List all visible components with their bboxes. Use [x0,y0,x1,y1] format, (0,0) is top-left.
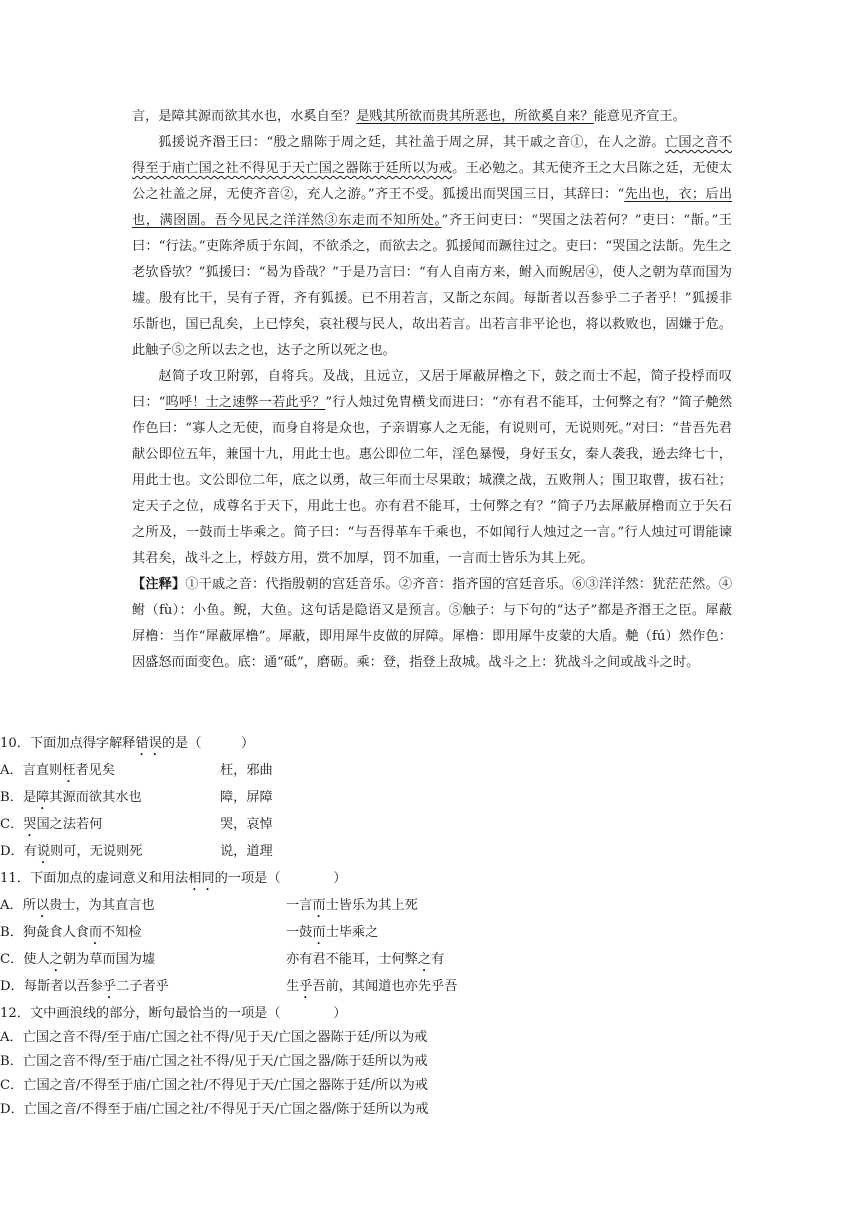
option-text: B．是 [0,790,37,805]
option-text: 生 [286,979,300,994]
paragraph-1-end: 能意见齐宣王。 [593,109,686,124]
wavy-underlined-sentence: 亡国之音不得至于庙亡国之社不得见于天亡国之器陈于廷所以为戒 [132,135,733,176]
option-text: A．言直则 [0,763,63,778]
q12-option-d[interactable]: D．亡国之音/不得至于庙/亡国之社/不得见于天/亡国之器/陈于廷所以为戒 [0,1102,429,1117]
q11-option-a[interactable] [0,894,600,921]
question-11-stem [0,867,600,894]
option-text: 不知检 [102,925,142,940]
stem-dotted: 相同 [188,871,215,886]
stem-text: 10．下面加点得字解释 [0,736,136,751]
option-text: A．所 [0,898,36,913]
option-text: 亦有君不能耳，士何弊 [286,952,418,967]
q12-option-a[interactable]: A．亡国之音不得/至于庙/亡国之社不得/见于天/亡国之器陈于廷/所以为戒 [0,1030,428,1045]
dotted-char: 而 [312,925,326,940]
stem-text: 11．下面加点的虚词意义和用法 [0,871,189,886]
option-gloss: 枉，邪曲 [220,763,273,778]
option-text: 国之法若何 [36,817,103,832]
notes-text: ①干戚之音：代指殷朝的宫廷音乐。②齐音：指齐国的宫廷音乐。⑥③洋洋然：犹茫茫然。④鲋（fù）：小鱼。鲵，大鱼。这句话是隐语又是预言。⑤触子：与下句的“达子”都是齐湣王之臣。犀蔽屏橹：当作“犀蔽犀橹”。犀蔽，即用犀牛皮做的屏障。犀橹：即用犀牛皮蒙的大盾。艴（fú）然作色：因盛怒而面变色。底：通“砥”，磨砺。乘：登，指登上敌城。战斗之上：犹战斗之间或战斗之时。 [132,577,733,670]
dotted-char: 以 [35,898,50,913]
stem-text-end: 的是（ ） [161,736,255,751]
paragraph-3 [132,364,732,572]
dotted-char: 乎 [102,979,117,994]
option-text: 一言 [286,898,313,913]
notes-label: 【注释】 [132,577,186,592]
q10-option-b[interactable] [0,786,600,813]
paragraph-2-text: 狐援说齐湣王曰：“殷之鼎陈于周之廷，其社盖于周之屏，其干戚之音①，在人之游。 [158,135,665,150]
dotted-char: 之 [417,952,432,967]
option-text: 则可，无说则死 [50,844,143,859]
option-gloss: 说，道理 [220,844,273,859]
q12-option-b[interactable]: B．亡国之音不得/至于庙/亡国之社不得/见于天/亡国之器/陈于廷所以为戒 [0,1054,428,1069]
dotted-char: 而 [312,898,326,913]
option-gloss: 障，屏障 [220,790,273,805]
paragraph-3-text-b: ”行人烛过免胄横戈而进曰：“亦有君不能耳，士何弊之有？”简子艴然作色曰：“寡人之无使，而身自将是众也，子亲谓寡人之无能，有说则可，无说则死。”对曰：“昔吾先君献公即位五年，兼国十九，用此士也。惠公即位二年，淫色暴慢，身好玉女，秦人袭我，逊去绛七十，用此士也。文公即位二年，底之以勇，故三年而士尽果敢；城濮之战，五败荆人；围卫取曹，拔石社；定天子之位，成尊名于天下，用此士也。亦有君不能耳，士何弊之有？”简子乃去犀蔽屏橹而立于矢石之所及，一鼓而士毕乘之。简子曰：“与吾得革车千乘也，不如闻行人烛过之一言。”行人烛过可谓能谏其君矣，战斗之上，桴鼓方用，赏不加厚，罚不加重，一言而士皆乐为其上死。 [132,395,733,566]
q10-option-a[interactable] [0,759,600,786]
stem-dotted: 错误 [135,736,162,751]
option-text: 士毕乘之 [325,925,379,940]
question-12-stem: 12．文中画浪线的部分，断句最恰当的一项是（ ） [0,1006,347,1021]
paragraph-2-text-c: ”齐王问吏曰：“哭国之法若何？”吏曰：“斮。”王曰：“行法。”吏陈斧质于东闾，不欲杀之，而欲去之。狐援闻而蹶往过之。吏曰：“哭国之法斮。先生之老欤昏欤？”狐援曰：“曷为昏哉？”于是乃言曰：“有人自南方来，鲋入而鲵居④，使人之朝为草而国为墟。殷有比干，吴有子胥，齐有狐援。已不用若言，又斮之东闾。每斮者以吾参乎二子者乎！”狐援非乐斮也，国已乱矣，上已悖矣，哀社稷与民人，故出若言。出若言非平论也，将以救败也，固嫌于危。此触子⑤之所以去之也，达子之所以死之也。 [132,213,732,358]
dotted-char: 枉 [62,763,76,778]
q11-option-d[interactable] [0,975,600,1002]
option-text: 一鼓 [286,925,313,940]
option-text: 有 [431,952,445,967]
question-10-stem [0,732,600,759]
option-text: 二子者乎 [116,979,169,994]
passage-section [132,104,732,676]
option-gloss: 哭，哀悼 [220,817,273,832]
paragraph-2 [132,130,732,364]
q12-option-c[interactable]: C．亡国之音/不得至于庙/亡国之社/不得见于天/亡国之器陈于廷/所以为戒 [0,1078,428,1093]
stem-text-end: 的一项是（ ） [214,871,347,886]
option-text: 贵士，为其直言也 [49,898,155,913]
option-text: B．狗彘食人食 [0,925,89,940]
question-10 [0,732,600,1122]
paragraph-3-text: 赵简子攻卫附郭，自将兵。及战，且远立，又居于犀蔽屏橹之下，鼓之而士不起，简子投桴而叹曰：“ [132,369,732,410]
q10-option-c[interactable] [0,813,600,840]
option-text: 其源而欲其水也 [49,790,142,805]
paragraph-1-text: 言，是障其源而欲其水也，水奚自至？ [132,109,357,124]
notes [132,572,732,676]
paragraph-2-text-b: 。王必勉之。其无使齐王之大吕陈之廷，无使太公之社盖之屏，无使齐音②，充人之游。”齐王不受。狐援出而哭国三日，其辞曰：“ [132,161,732,202]
underlined-sentence-3: 呜呼！士之速弊一若此乎？ [165,395,326,410]
q10-option-d[interactable] [0,840,600,867]
q11-option-c[interactable] [0,948,600,975]
option-text: D．有 [0,844,37,859]
underlined-sentence-2: 先出也，衣；后出也，满囹圄。吾今见民之洋洋然③东走而不知所处。 [132,187,733,228]
option-text: 士皆乐为其上死 [325,898,418,913]
option-text: 朝为草而国为墟 [62,952,156,967]
dotted-char: 之 [49,952,63,967]
option-text: 吾前，其闻道也亦先乎吾 [312,979,458,994]
underlined-sentence: 是贱其所欲而贵其所恶也，所欲奚自来？ [356,109,594,124]
paragraph-1 [132,104,732,130]
option-text: D．每斮者以吾参 [0,979,103,994]
option-text: 者见矣 [75,763,116,778]
q11-option-b[interactable] [0,921,600,948]
option-text: C．使人 [0,952,50,967]
option-text: C． [0,817,24,832]
dotted-char: 哭 [23,817,37,832]
dotted-char: 障 [36,790,50,805]
dotted-char: 乎 [299,979,313,994]
dotted-char: 说 [36,844,51,859]
dotted-char: 而 [88,925,103,940]
